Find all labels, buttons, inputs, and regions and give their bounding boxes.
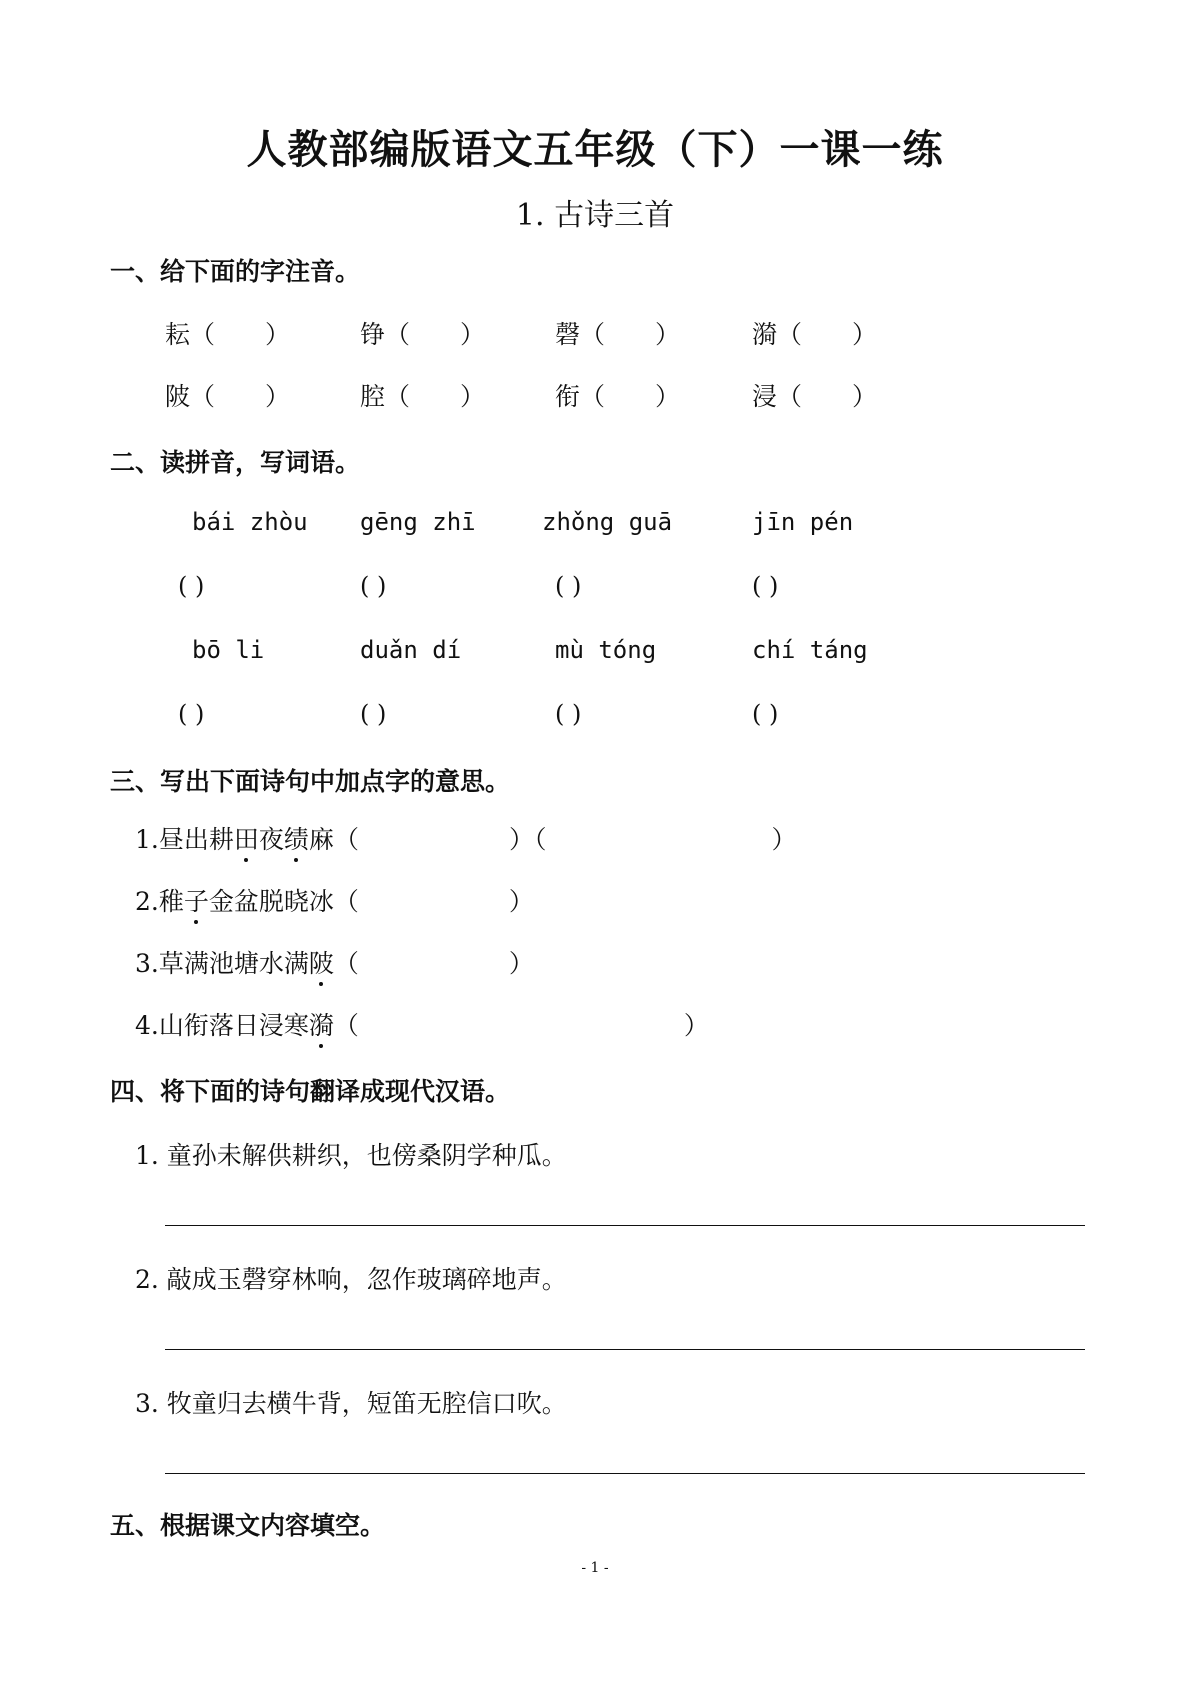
translation-item: 2. 敲成玉磬穿林响，忽作玻璃碎地声。	[135, 1265, 567, 1294]
poem-text: 夜	[258, 825, 284, 854]
answer-blank: （ ）	[333, 825, 534, 854]
char-item: 耘（ ）	[165, 320, 291, 349]
answer-blank: （ ）	[333, 887, 534, 916]
answer-blank: （ ）	[533, 825, 797, 854]
poem-line-item	[135, 1006, 709, 1042]
pinyin-prompt: duǎn dí	[360, 636, 462, 664]
dotted-char: 子	[184, 882, 209, 918]
page-number: - 1 -	[581, 1560, 609, 1576]
lesson-title: 1. 古诗三首	[515, 198, 675, 233]
pinyin-prompt: chí táng	[752, 636, 868, 664]
answer-blank: ( )	[555, 700, 582, 728]
pinyin-prompt: jīn pén	[752, 508, 854, 536]
item-number: 1.	[135, 825, 159, 854]
char-item: 浸（ ）	[752, 382, 878, 411]
section1-heading: 一、给下面的字注音。	[110, 257, 361, 286]
section3-heading: 三、写出下面诗句中加点字的意思。	[110, 767, 511, 796]
page-title: 人教部编版语文五年级（下）一课一练	[246, 126, 944, 173]
poem-text: 麻	[308, 825, 334, 854]
dotted-char: 田	[234, 820, 259, 856]
answer-blank: ( )	[555, 572, 582, 600]
item-number: 4.	[135, 1011, 159, 1040]
char-item: 腔（ ）	[360, 382, 486, 411]
pinyin-prompt: mù tóng	[555, 636, 657, 664]
translation-item: 1. 童孙未解供耕织，也傍桑阴学种瓜。	[135, 1141, 567, 1170]
section4-heading: 四、将下面的诗句翻译成现代汉语。	[110, 1077, 511, 1106]
dotted-char: 绩	[284, 820, 309, 856]
poem-text: 金盆脱晓冰	[208, 887, 334, 916]
pinyin-prompt: bái zhòu	[192, 508, 308, 536]
pinyin-prompt: gēng zhī	[360, 508, 476, 536]
item-number: 3.	[135, 949, 159, 978]
answer-blank: ( )	[360, 572, 387, 600]
answer-line	[165, 1473, 1085, 1474]
pinyin-prompt: bō li	[192, 636, 265, 664]
answer-blank: ( )	[178, 700, 205, 728]
answer-blank: （ ）	[333, 949, 534, 978]
poem-text: 山衔落日浸寒	[158, 1011, 309, 1040]
translation-item: 3. 牧童归去横牛背，短笛无腔信口吹。	[135, 1389, 567, 1418]
answer-line	[165, 1225, 1085, 1226]
poem-line-item	[135, 944, 534, 980]
answer-blank: ( )	[360, 700, 387, 728]
poem-line-item	[135, 882, 534, 918]
char-item: 陂（ ）	[165, 382, 291, 411]
poem-text: 稚	[158, 887, 184, 916]
answer-blank: ( )	[752, 572, 779, 600]
answer-blank: （ ）	[333, 1011, 709, 1040]
char-item: 衔（ ）	[555, 382, 681, 411]
section5-heading: 五、根据课文内容填空。	[110, 1511, 386, 1540]
dotted-char: 陂	[309, 944, 334, 980]
dotted-char: 漪	[309, 1006, 334, 1042]
char-item: 磬（ ）	[555, 320, 681, 349]
item-number: 2.	[135, 887, 159, 916]
pinyin-prompt: zhǒng guā	[542, 508, 673, 536]
char-item: 铮（ ）	[360, 320, 486, 349]
poem-text: 昼出耕	[158, 825, 234, 854]
char-item: 漪（ ）	[752, 320, 878, 349]
answer-line	[165, 1349, 1085, 1350]
answer-blank: ( )	[752, 700, 779, 728]
section2-heading: 二、读拼音，写词语。	[110, 448, 361, 477]
poem-line-item	[135, 820, 796, 856]
answer-blank: ( )	[178, 572, 205, 600]
poem-text: 草满池塘水满	[158, 949, 309, 978]
